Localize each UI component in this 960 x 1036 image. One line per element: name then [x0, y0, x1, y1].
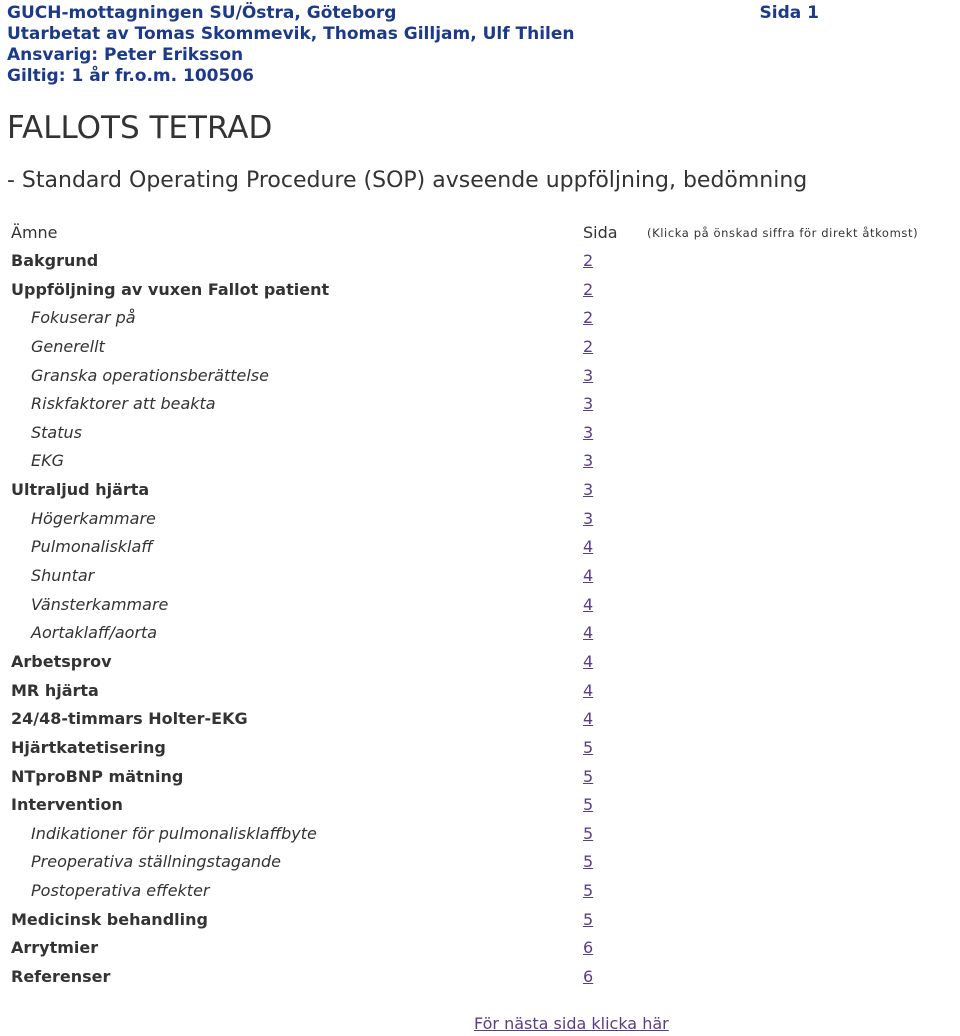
toc-entry-label: Indikationer för pulmonalisklaffbyte [31, 823, 317, 843]
toc-page-link[interactable]: 5 [583, 823, 594, 843]
toc-row [11, 963, 611, 992]
toc-row [11, 591, 611, 620]
toc-row [11, 476, 611, 505]
toc-page-link[interactable]: 4 [583, 537, 594, 557]
toc-page-link[interactable]: 4 [583, 594, 594, 614]
toc-page-link[interactable]: 4 [583, 651, 594, 671]
toc-entry-label: Riskfaktorer att beakta [31, 394, 216, 414]
toc-row [11, 877, 611, 906]
document-header [7, 3, 827, 87]
toc-entry-label: Shuntar [31, 566, 95, 586]
toc-entry-label: Hjärtkatetisering [11, 737, 166, 757]
toc-page-link[interactable]: 2 [583, 279, 594, 299]
toc-entry-label: Fokuserar på [31, 308, 136, 328]
toc-entry-label: Arbetsprov [11, 651, 112, 671]
header-validity: Giltig: 1 år fr.o.m. 100506 [7, 66, 254, 86]
toc-entry-label: Arrytmier [11, 938, 99, 958]
toc-entry-label: Uppföljning av vuxen Fallot patient [11, 279, 330, 299]
toc-entry-label: Medicinsk behandling [11, 909, 208, 929]
toc-row [11, 390, 611, 419]
header-organization: GUCH-mottagningen SU/Östra, Göteborg [7, 3, 397, 23]
toc-page-link[interactable]: 2 [583, 336, 594, 356]
toc-row [11, 304, 611, 333]
toc-entry-label: Aortaklaff/aorta [31, 623, 158, 643]
toc-row [11, 934, 611, 963]
toc-page-link[interactable]: 4 [583, 623, 594, 643]
toc-row [11, 533, 611, 562]
toc-row [11, 906, 611, 935]
toc-page-link[interactable]: 4 [583, 566, 594, 586]
toc-page-link[interactable]: 3 [583, 451, 594, 471]
toc-row [11, 820, 611, 849]
toc-page-link[interactable]: 5 [583, 852, 594, 872]
toc-row [11, 677, 611, 706]
toc-page-link[interactable]: 3 [583, 480, 594, 500]
toc-entry-label: Preoperativa ställningstagande [31, 852, 282, 872]
toc-entry-label: NTproBNP mätning [11, 766, 184, 786]
toc-entry-label: Status [31, 422, 82, 442]
header-authors: Utarbetat av Tomas Skommevik, Thomas Gilljam, Ulf Thilen [7, 24, 575, 44]
toc-row [11, 705, 611, 734]
toc-row [11, 734, 611, 763]
toc-page-link[interactable]: 5 [583, 737, 594, 757]
toc-entry-label: Vänsterkammare [31, 594, 169, 614]
toc-page-link[interactable]: 4 [583, 709, 594, 729]
next-page-link[interactable]: För nästa sida klicka här [474, 1014, 669, 1033]
toc-page-link[interactable]: 3 [583, 508, 594, 528]
toc-page-link[interactable]: 4 [583, 680, 594, 700]
toc-row [11, 763, 611, 792]
toc-page-link[interactable]: 2 [583, 308, 594, 328]
toc-entry-label: Postoperativa effekter [31, 881, 210, 901]
toc-row [11, 419, 611, 448]
toc-entry-label: Intervention [11, 795, 123, 815]
toc-entry-label: Högerkammare [31, 508, 156, 528]
toc-entry-label: Bakgrund [11, 251, 99, 270]
toc-row [11, 562, 611, 591]
toc-entry-label: Pulmonalisklaff [31, 537, 153, 557]
toc-entry-label: EKG [31, 451, 64, 471]
toc-page-link[interactable]: 5 [583, 766, 594, 786]
toc-hint: (Klicka på önskad siffra för direkt åtkomst) [647, 226, 919, 240]
toc-row [11, 447, 611, 476]
toc-entry-label: Ultraljud hjärta [11, 480, 150, 500]
toc-row [11, 505, 611, 534]
toc-row [11, 619, 611, 648]
header-responsible: Ansvarig: Peter Eriksson [7, 45, 244, 65]
toc-row [11, 247, 611, 276]
toc-row [11, 848, 611, 877]
toc-row [11, 276, 611, 305]
toc-page-link[interactable]: 6 [583, 938, 594, 958]
toc-page-link[interactable]: 3 [583, 422, 594, 442]
toc-header [11, 221, 956, 245]
toc-page-link[interactable]: 3 [583, 394, 594, 414]
document-title: FALLOTS TETRAD [7, 110, 273, 146]
toc-page-link[interactable]: 6 [583, 967, 594, 987]
toc-page-link[interactable]: 5 [583, 909, 594, 929]
toc-row [11, 648, 611, 677]
toc-entry-label: Generellt [31, 336, 105, 356]
toc-entry-label: Referenser [11, 967, 111, 987]
header-page-number: Sida 1 [759, 3, 819, 23]
toc-entry-label: MR hjärta [11, 680, 99, 700]
toc-page-link[interactable]: 5 [583, 881, 594, 901]
toc-page-link[interactable]: 3 [583, 365, 594, 385]
toc-entry-label: 24/48-timmars Holter-EKG [11, 709, 248, 729]
toc-page-link[interactable]: 2 [583, 251, 594, 270]
toc-entry-label: Granska operationsberättelse [31, 365, 269, 385]
toc-subject-heading: Ämne [11, 223, 58, 242]
document-subtitle: - Standard Operating Procedure (SOP) avseende uppföljning, bedömning [7, 168, 808, 193]
toc-row [11, 791, 611, 820]
toc-row [11, 362, 611, 391]
toc-page-heading: Sida [583, 223, 618, 242]
toc-page-link[interactable]: 5 [583, 795, 594, 815]
table-of-contents [11, 247, 611, 992]
toc-row [11, 333, 611, 362]
